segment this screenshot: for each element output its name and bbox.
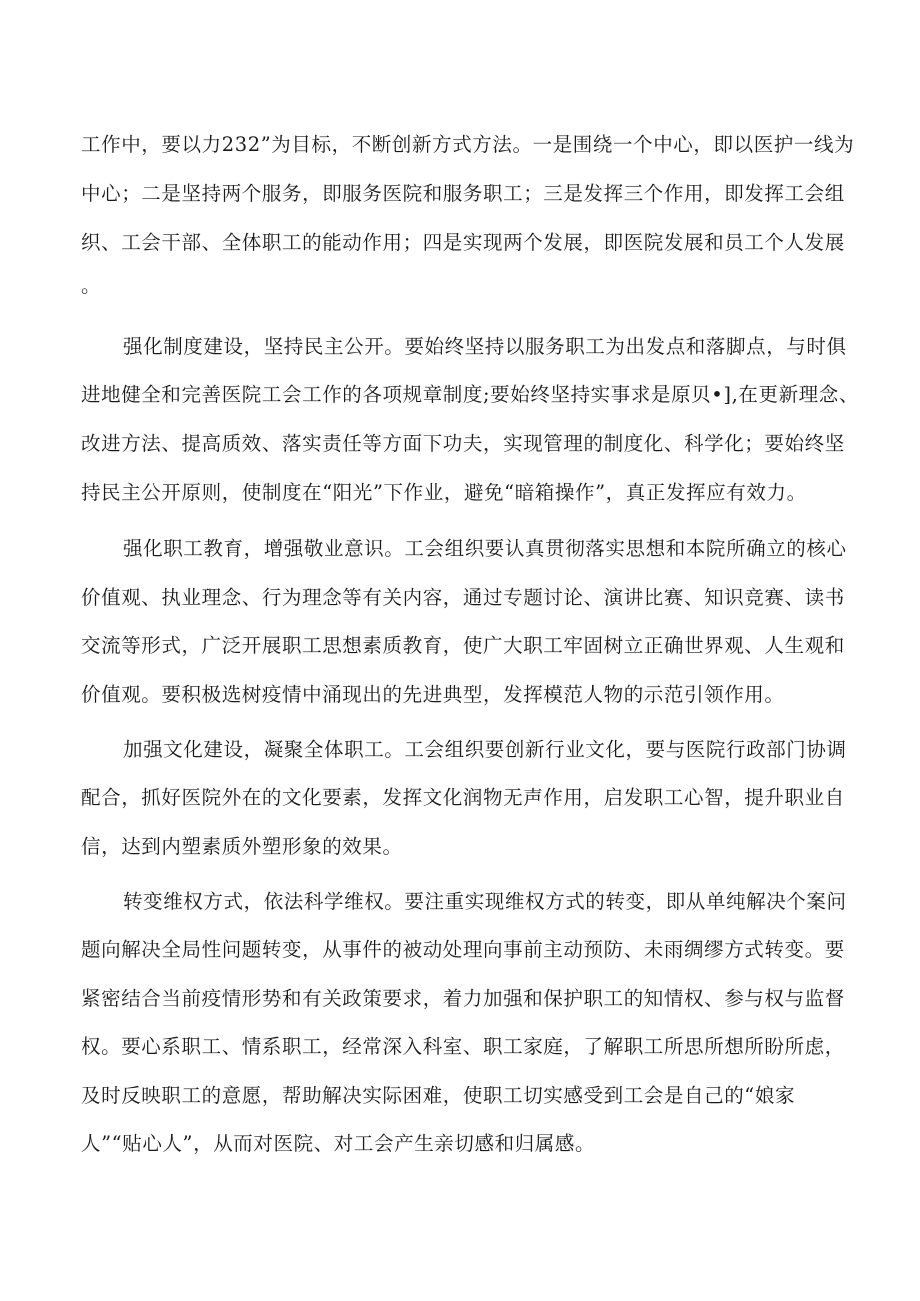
text-line: 改进方法、提高质效、落实责任等方面下功夫，实现管理的制度化、科学化；要始终坚 [81, 432, 845, 455]
text-line: 持民主公开原则，使制度在“阳光”下作业，避免“暗箱操作”，真正发挥应有效力。 [81, 481, 807, 504]
text-line: 强化职工教育，增强敬业意识。工会组织要认真贯彻落实思想和本院所确立的核心 [123, 537, 847, 560]
text-line: 人”“贴心人”，从而对医院、对工会产生亲切感和归属感。 [81, 1132, 596, 1155]
text-line: 价值观、执业理念、行为理念等有关内容，通过专题讨论、演讲比赛、知识竞赛、读书 [81, 586, 845, 609]
text-line: 转变维权方式，依法科学维权。要注重实现维权方式的转变，即从单纯解决个案问 [123, 890, 847, 913]
text-line: 工作中，要以力232”为目标，不断创新方式方法。一是围绕一个中心，即以医护一线为 [81, 133, 855, 156]
text-line: 进地健全和完善医院工会工作的各项规章制度;要始终坚持实事求是原贝•],在更新理念、 [81, 383, 859, 406]
text-line: 及时反映职工的意愿，帮助解决实际困难，使职工切实感受到工会是自己的“娘家 [81, 1084, 796, 1107]
text-line: 交流等形式，广泛开展职工思想素质教育，使广大职工牢固树立正确世界观、人生观和 [81, 634, 845, 657]
text-line: 强化制度建设，坚持民主公开。要始终坚持以服务职工为出发点和落脚点，与时俱 [123, 335, 847, 358]
text-line: 配合，抓好医院外在的文化要素，发挥文化润物无声作用，启发职工心智，提升职业自 [81, 786, 845, 809]
text-line: 紧密结合当前疫情形势和有关政策要求，着力加强和保护职工的知情权、参与权与监督 [81, 987, 845, 1010]
text-line: 价值观。要积极选树疫情中涌现出的先进典型，发挥模范人物的示范引领作用。 [81, 683, 785, 706]
text-line: 题向解决全局性问题转变，从事件的被动处理向事前主动预防、未雨绸缪方式转变。要 [81, 938, 845, 961]
text-line: 。 [81, 274, 102, 297]
text-line: 中心；二是坚持两个服务，即服务医院和服务职工；三是发挥三个作用，即发挥工会组 [81, 182, 845, 205]
text-line: 权。要心系职工、情系职工，经常深入科室、职工家庭，了解职工所思所想所盼所虑， [81, 1035, 845, 1058]
text-line: 织、工会干部、全体职工的能动作用；四是实现两个发展，即医院发展和员工个人发展 [81, 231, 845, 254]
text-line: 信，达到内塑素质外塑形象的效果。 [81, 835, 403, 858]
text-line: 加强文化建设，凝聚全体职工。工会组织要创新行业文化，要与医院行政部门协调 [123, 738, 847, 761]
